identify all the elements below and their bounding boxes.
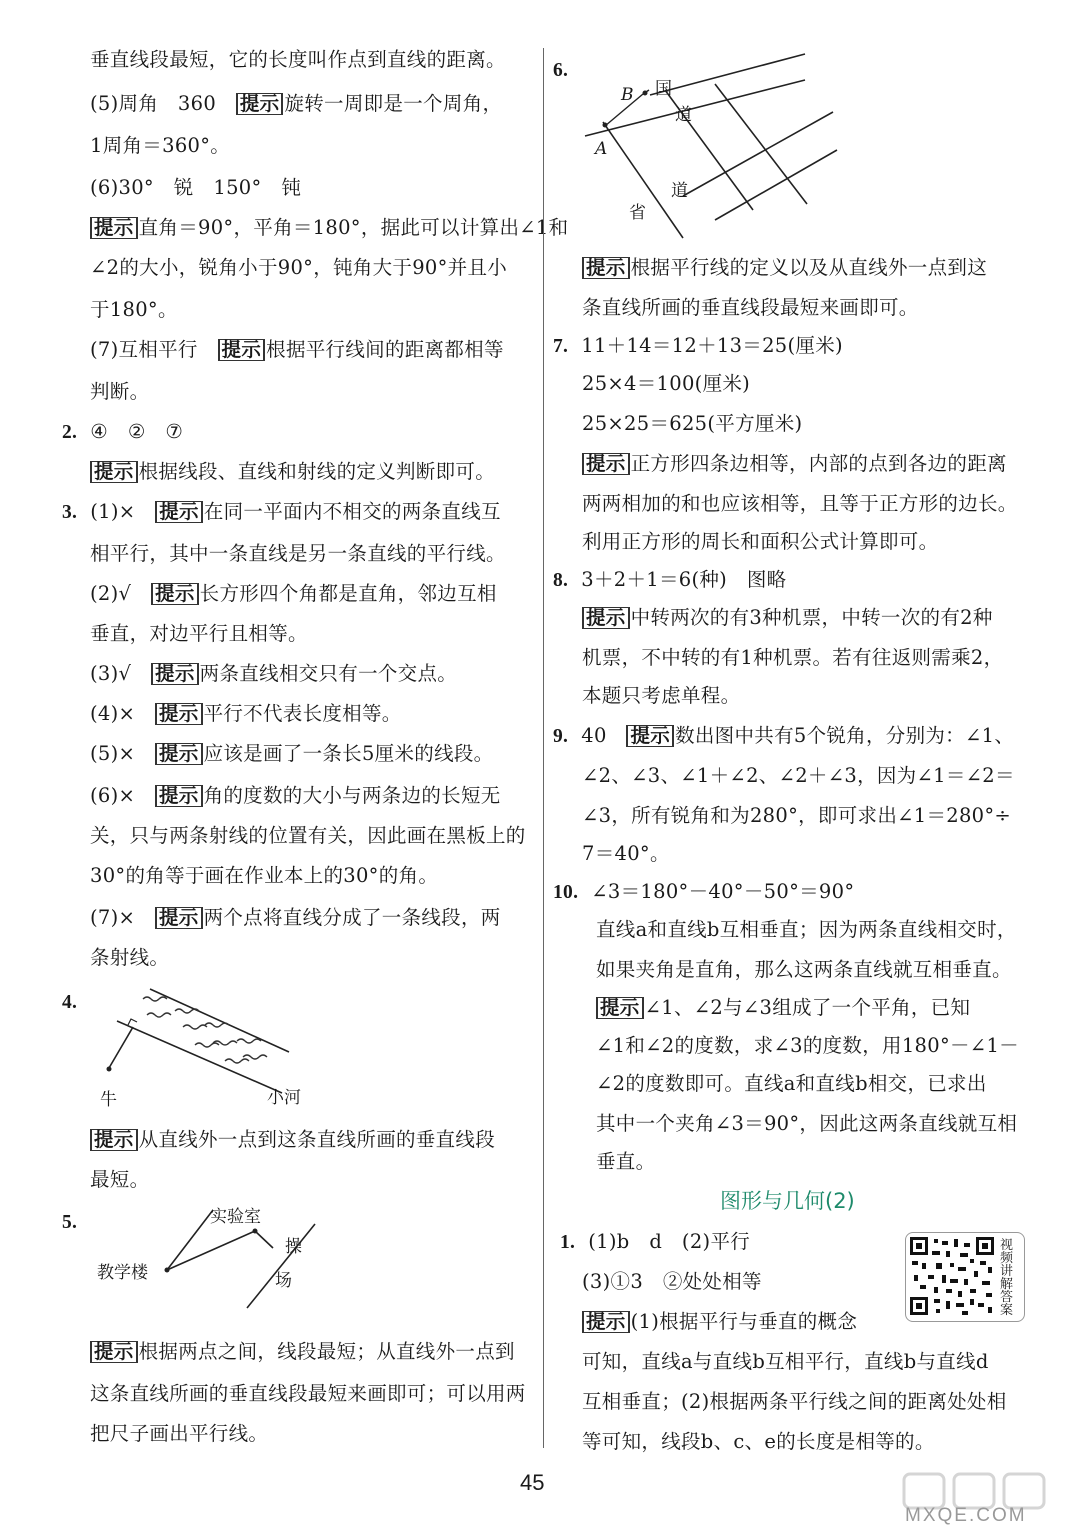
- hint-tag: 提示: [151, 663, 199, 685]
- text-line: [553, 58, 568, 83]
- cow-label: 牛: [100, 1090, 117, 1110]
- text-line: 垂直，对边平行且相等。: [90, 622, 308, 645]
- river-label: 小河: [267, 1088, 301, 1108]
- text-line: 提示 中转两次的有3种机票，中转一次的有2种: [582, 606, 993, 630]
- text-line: 提示 根据平行线的定义以及从直线外一点到这: [582, 256, 987, 280]
- water-waves: [143, 997, 267, 1063]
- hint-tag: 提示: [218, 339, 266, 361]
- text-line: (6)30° 锐 150° 钝: [90, 176, 302, 199]
- question-number: 5.: [62, 1212, 78, 1233]
- text-line: 提示 根据线段、直线和射线的定义判断即可。: [90, 460, 495, 484]
- watermark-text: MXQE.COM: [905, 1505, 1027, 1526]
- text-line: ∠1和∠2的度数，求∠3的度数，用180°－∠1－: [596, 1034, 1019, 1057]
- qr-code[interactable]: [905, 1232, 1025, 1322]
- section-title: 图形与几何(2): [720, 1189, 855, 1213]
- hint-tag: 提示: [90, 1341, 138, 1363]
- qr-pattern-icon: [910, 1237, 996, 1317]
- label-sheng: 省: [629, 203, 646, 223]
- text-line: (3)√ 提示 两条直线相交只有一个交点。: [90, 662, 458, 685]
- question-number: 6.: [553, 60, 569, 81]
- text-line: 两两相加的和也应该相等，且等于正方形的边长。: [582, 492, 1018, 515]
- lab-label: 实验室: [210, 1207, 261, 1227]
- text-line: (7)互相平行 提示 根据平行线间的距离都相等: [90, 338, 504, 361]
- text-line: 提示 (1)根据平行与垂直的概念: [582, 1310, 857, 1334]
- hint-tag: 提示: [155, 703, 203, 725]
- hint-tag: 提示: [155, 785, 203, 807]
- text-line: (4)× 提示 平行不代表长度相等。: [90, 702, 402, 725]
- hint-tag: 提示: [155, 743, 203, 765]
- text-line: 这条直线所画的垂直线段最短来画即可；可以用两: [90, 1382, 526, 1405]
- hint-tag: 提示: [582, 1311, 630, 1333]
- text-line: 其中一个夹角∠3＝90°，因此这两条直线就互相: [596, 1112, 1018, 1135]
- text-line: 提示 从直线外一点到这条直线所画的垂直线段: [90, 1128, 495, 1152]
- hint-tag: 提示: [90, 1129, 138, 1151]
- text-line: 条射线。: [90, 946, 170, 969]
- figure-school-map: [95, 1198, 335, 1323]
- text-line: 提示 正方形四条边相等，内部的点到各边的距离: [582, 452, 1007, 476]
- right-angle-mark: [128, 1019, 137, 1025]
- text-line: [62, 990, 77, 1015]
- label-B: B: [621, 85, 634, 105]
- provincial-road-upper: [683, 112, 833, 196]
- segment-teaching-lab: [167, 1231, 255, 1270]
- provincial-road-lower: [715, 150, 837, 220]
- text-line: 于180°。: [90, 298, 178, 321]
- text-line: 1周角＝360°。: [90, 134, 231, 157]
- hint-tag: 提示: [151, 583, 199, 605]
- text-line: [62, 1210, 77, 1235]
- teaching-point: [165, 1268, 170, 1273]
- question-number: 1.: [560, 1232, 576, 1253]
- text-line: 提示 ∠1、∠2与∠3组成了一个平角，已知: [596, 996, 970, 1020]
- page-number: 45: [520, 1470, 545, 1495]
- text-line: 利用正方形的周长和面积公式计算即可。: [582, 530, 939, 553]
- text-line: 7. 11＋14＝12＋13＝25(厘米): [553, 334, 843, 357]
- text-line: (6)× 提示 角的度数的大小与两条边的长短无: [90, 784, 501, 807]
- text-line: 直线a和直线b互相垂直；因为两条直线相交时，: [596, 918, 1017, 941]
- text-line: 提示 直角＝90°，平角＝180°，据此可以计算出∠1和: [90, 216, 568, 240]
- text-line: ∠2的度数即可。直线a和直线b相交，已求出: [596, 1072, 987, 1095]
- playground-label-1: 操: [285, 1237, 302, 1257]
- perpendicular-segment: [109, 1027, 133, 1068]
- text-line: 等可知，线段b、c、e的长度是相等的。: [582, 1430, 935, 1453]
- text-line: 8. 3＋2＋1＝6(种) 图略: [553, 568, 787, 591]
- lab-point: [253, 1229, 258, 1234]
- text-line: ∠3，所有锐角和为280°，即可求出∠1＝280°÷: [582, 804, 1012, 827]
- label-guo: 国: [655, 79, 672, 99]
- hint-tag: 提示: [236, 93, 284, 115]
- text-line: 7＝40°。: [582, 842, 670, 865]
- text-line: 最短。: [90, 1168, 150, 1191]
- text-line: ∠2、∠3、∠1＋∠2、∠2＋∠3，因为∠1＝∠2＝: [582, 764, 1015, 787]
- text-line: (2)√ 提示 长方形四个角都是直角，邻边互相: [90, 582, 497, 605]
- text-line: 垂直。: [596, 1150, 656, 1173]
- question-number: 7.: [553, 336, 569, 357]
- hint-tag: 提示: [596, 997, 644, 1019]
- text-line: 1. (1)b d (2)平行: [560, 1230, 751, 1253]
- text-line: 本题只考虑单程。: [582, 684, 741, 707]
- point-B: [643, 91, 648, 96]
- river-bank-lower: [117, 1021, 282, 1093]
- question-number: 9.: [553, 726, 569, 747]
- label-dao-2: 道: [671, 181, 688, 201]
- qr-caption: 视频讲解答案: [1000, 1238, 1014, 1318]
- hint-tag: 提示: [582, 453, 630, 475]
- text-line: 把尺子画出平行线。: [90, 1422, 269, 1445]
- text-line: 可知，直线a与直线b互相平行，直线b与直线d: [582, 1350, 989, 1373]
- text-line: 30°的角等于画在作业本上的30°的角。: [90, 864, 439, 887]
- text-line: 25×25＝625(平方厘米): [582, 412, 803, 435]
- text-line: 垂直线段最短，它的长度叫作点到直线的距离。: [90, 48, 506, 71]
- question-number: 4.: [62, 992, 78, 1013]
- text-line: 相平行，其中一条直线是另一条直线的平行线。: [90, 542, 506, 565]
- text-line: 提示 根据两点之间，线段最短；从直线外一点到: [90, 1340, 515, 1364]
- national-road-lower: [585, 80, 805, 136]
- hint-tag: 提示: [582, 607, 630, 629]
- label-A: A: [595, 139, 608, 159]
- question-number: 2.: [62, 422, 78, 443]
- text-line: 9. 40 提示 数出图中共有5个锐角，分别为：∠1、: [553, 724, 1015, 747]
- text-line: (5)周角 360 提示 旋转一周即是一个周角，: [90, 92, 503, 115]
- cross-road-3: [715, 84, 807, 204]
- parallel-line-1: [167, 1210, 213, 1270]
- text-line: 条直线所画的垂直线段最短来画即可。: [582, 296, 919, 319]
- text-line: 2. ④ ② ⑦: [62, 420, 184, 443]
- figure-road-map: [575, 50, 1035, 240]
- text-line: 互相垂直；(2)根据两条平行线之间的距离处处相: [582, 1390, 1007, 1413]
- column-divider: [543, 48, 544, 1448]
- hint-tag: 提示: [90, 461, 138, 483]
- text-line: 10. ∠3＝180°－40°－50°＝90°: [553, 880, 855, 903]
- text-line: 判断。: [90, 380, 150, 403]
- label-dao-1: 道: [675, 105, 692, 125]
- question-number: 10.: [553, 882, 579, 903]
- text-line: (5)× 提示 应该是画了一条长5厘米的线段。: [90, 742, 494, 765]
- text-line: 3. (1)× 提示 在同一平面内不相交的两条直线互: [62, 500, 501, 523]
- text-line: ∠2的大小，锐角小于90°，钝角大于90°并且小: [90, 256, 508, 279]
- teaching-building-label: 教学楼: [97, 1263, 148, 1283]
- cow-point: [107, 1067, 112, 1072]
- parallel-line-2: [247, 1224, 315, 1308]
- text-line: (3)①3 ②处处相等: [582, 1270, 762, 1293]
- text-line: (7)× 提示 两个点将直线分成了一条线段，两: [90, 906, 501, 929]
- national-road-upper: [650, 54, 805, 95]
- hint-tag: 提示: [155, 907, 203, 929]
- playground-label-2: 场: [275, 1271, 292, 1291]
- hint-tag: 提示: [626, 725, 674, 747]
- question-number: 3.: [62, 502, 78, 523]
- segment-lab-playground: [255, 1231, 273, 1248]
- text-line: 关，只与两条射线的位置有关，因此画在黑板上的: [90, 824, 526, 847]
- text-line: 机票，不中转的有1种机票。若有往返则需乘2，: [582, 646, 1004, 669]
- figure-cow-river: [95, 985, 325, 1110]
- question-number: 8.: [553, 570, 569, 591]
- text-line: 25×4＝100(厘米): [582, 372, 751, 395]
- point-A: [603, 123, 608, 128]
- hint-tag: 提示: [155, 501, 203, 523]
- text-line: 如果夹角是直角，那么这两条直线就互相垂直。: [596, 958, 1012, 981]
- hint-tag: 提示: [582, 257, 630, 279]
- hint-tag: 提示: [90, 217, 138, 239]
